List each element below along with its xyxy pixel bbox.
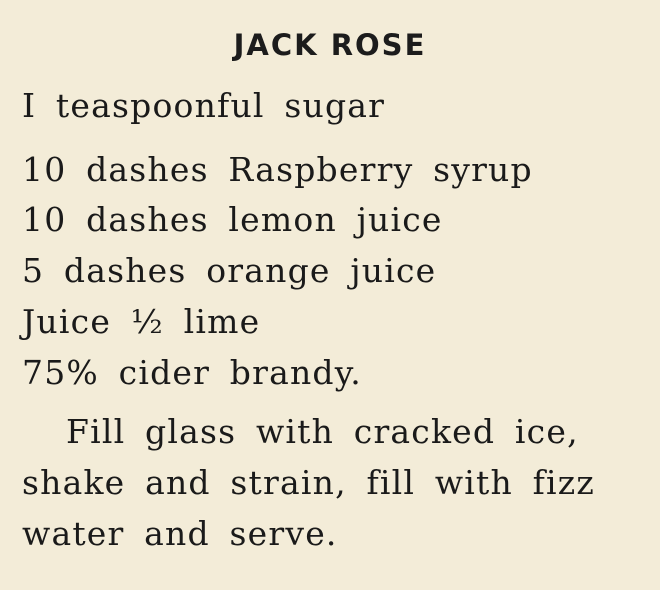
ingredient-line: Juice ½ lime bbox=[22, 302, 261, 341]
ingredient-line: 10 dashes lemon juice bbox=[22, 200, 443, 239]
instruction-line: shake and strain, fill with fizz bbox=[22, 463, 595, 502]
ingredient-line: 75% cider brandy. bbox=[22, 353, 362, 392]
ingredient-line: I teaspoonful sugar bbox=[22, 86, 386, 125]
recipe-title: JACK ROSE bbox=[233, 28, 427, 62]
instruction-line: Fill glass with cracked ice, bbox=[66, 412, 579, 451]
instruction-line: water and serve. bbox=[22, 514, 338, 553]
ingredient-line: 5 dashes orange juice bbox=[22, 251, 437, 290]
ingredient-line: 10 dashes Raspberry syrup bbox=[22, 150, 533, 189]
